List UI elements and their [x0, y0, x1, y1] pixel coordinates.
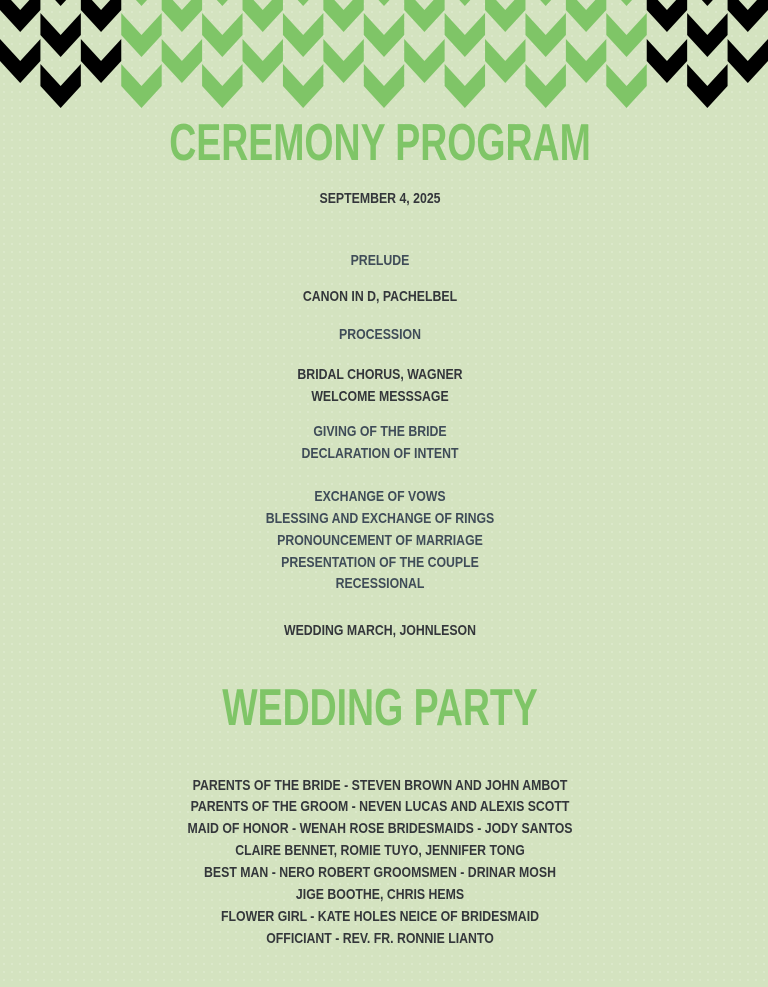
chevron-shape	[525, 64, 565, 108]
chevron-shape	[606, 64, 646, 108]
wedding-party-member-line: FLOWER GIRL - KATE HOLES NEICE OF BRIDESMAID	[221, 908, 539, 925]
chevron-shape	[404, 39, 444, 83]
chevron-shape	[0, 39, 40, 83]
ceremony-date: SEPTEMBER 4, 2025	[319, 190, 441, 207]
chevron-shape	[121, 0, 161, 6]
chevron-shape	[40, 64, 80, 108]
chevron-shape	[243, 39, 283, 83]
chevron-shape	[364, 0, 404, 6]
program-section-heading: PRELUDE	[350, 252, 410, 269]
wedding-party-member-line: OFFICIANT - REV. FR. RONNIE LIANTO	[266, 930, 494, 947]
chevron-shape	[687, 64, 727, 108]
wedding-party-title: WEDDING PARTY	[222, 679, 538, 737]
chevron-shape	[40, 0, 80, 6]
program-section-heading: GIVING OF THE BRIDE	[313, 423, 447, 440]
program-section-heading: PRESENTATION OF THE COUPLE	[281, 554, 479, 571]
chevron-shape	[647, 39, 687, 83]
ceremony-program-title: CEREMONY PROGRAM	[169, 114, 591, 172]
program-item: BRIDAL CHORUS, WAGNER	[297, 366, 463, 383]
program-item: WELCOME MESSSAGE	[311, 388, 449, 405]
chevron-shape	[121, 13, 161, 57]
chevron-shape	[566, 0, 606, 32]
wedding-party-member-line: JIGE BOOTHE, CHRIS HEMS	[295, 886, 465, 903]
chevron-shape	[283, 0, 323, 6]
chevron-shape	[445, 0, 485, 6]
program-item: WEDDING MARCH, JOHNLESON	[283, 622, 477, 639]
chevron-shape	[485, 0, 525, 32]
chevron-shape	[566, 39, 606, 83]
wedding-party-member-line: CLAIRE BENNET, ROMIE TUYO, JENNIFER TONG	[235, 842, 525, 859]
program-section-heading: PRONOUNCEMENT OF MARRIAGE	[277, 532, 483, 549]
chevron-shape	[162, 0, 202, 32]
wedding-party-member-line: BEST MAN - NERO ROBERT GROOMSMEN - DRINAR MOSH	[204, 864, 556, 881]
program-section-heading: BLESSING AND EXCHANGE OF RINGS	[265, 510, 495, 527]
chevron-shape	[606, 13, 646, 57]
chevron-shape	[323, 39, 363, 83]
wedding-party-member-line: PARENTS OF THE GROOM - NEVEN LUCAS AND ALEXIS SCOTT	[190, 798, 570, 815]
chevron-shape	[728, 39, 768, 83]
program-section-heading: RECESSIONAL	[335, 575, 425, 592]
chevron-shape	[162, 39, 202, 83]
chevron-shape	[606, 0, 646, 6]
wedding-party-member-line: PARENTS OF THE BRIDE - STEVEN BROWN AND JOHN AMBOT	[192, 777, 568, 794]
chevron-shape	[202, 0, 242, 6]
chevron-shape	[404, 0, 444, 32]
chevron-shape	[445, 13, 485, 57]
program-section-heading: EXCHANGE OF VOWS	[314, 488, 446, 505]
chevron-shape	[81, 0, 121, 32]
program-item: CANON IN D, PACHELBEL	[302, 288, 458, 305]
chevron-shape	[40, 13, 80, 57]
chevron-shape	[202, 13, 242, 57]
program-section-heading: PROCESSION	[338, 326, 422, 343]
chevron-shape	[121, 64, 161, 108]
chevron-shape	[364, 64, 404, 108]
wedding-party-member-line: MAID OF HONOR - WENAH ROSE BRIDESMAIDS - JODY SANTOS	[187, 820, 573, 837]
chevron-shape	[687, 0, 727, 6]
chevron-shape	[485, 39, 525, 83]
chevron-shape	[445, 64, 485, 108]
program-section-heading: DECLARATION OF INTENT	[301, 445, 459, 462]
chevron-shape	[687, 13, 727, 57]
chevron-shape	[0, 0, 40, 32]
chevron-pattern-banner	[0, 0, 768, 115]
chevron-shape	[323, 0, 363, 32]
chevron-shape	[525, 0, 565, 6]
chevron-shape	[81, 39, 121, 83]
chevron-shape	[283, 64, 323, 108]
chevron-shape	[243, 0, 283, 32]
chevron-shape	[728, 0, 768, 32]
chevron-shape	[525, 13, 565, 57]
chevron-shape	[202, 64, 242, 108]
chevron-shape	[283, 13, 323, 57]
chevron-shape	[364, 13, 404, 57]
chevron-shape	[647, 0, 687, 32]
